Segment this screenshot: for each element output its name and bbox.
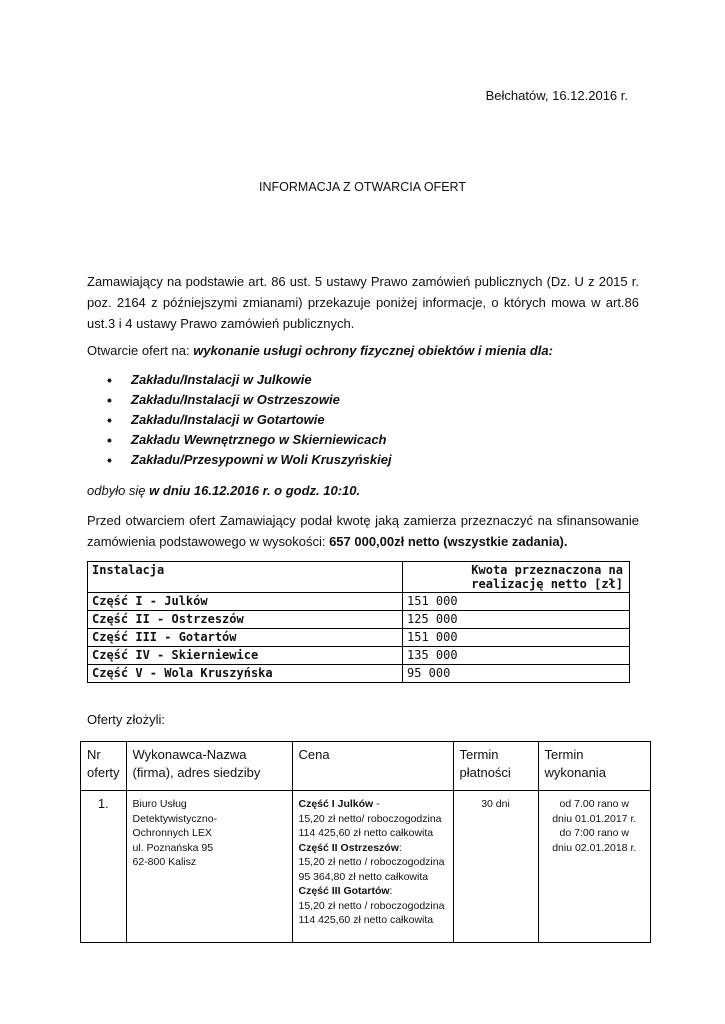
offer-price: [292, 791, 453, 943]
budget-row-value: 151 000: [403, 593, 630, 611]
opening-subject: wykonanie usługi ochrony fizycznej obiektów i mienia dla:: [193, 343, 553, 358]
budget-table: [87, 561, 630, 683]
budget-row-name: Część III - Gotartów: [88, 629, 403, 647]
price-total: 114 425,60 zł netto całkowita: [298, 914, 434, 926]
intro-paragraph: Zamawiający na podstawie art. 86 ust. 5 ustawy Prawo zamówień publicznych (Dz. U z 2015 r. poz. 2164 z późniejszymi zmianami) przekazuje poniżej informacje, o których mowa w art.86 ust.3 i 4 ustawy Prawo zamówień publicznych.: [87, 274, 639, 331]
facility-list: [107, 370, 392, 470]
budget-row-name: Część V - Wola Kruszyńska: [88, 665, 403, 683]
table-row: [88, 665, 630, 683]
price-part-heading: [299, 841, 447, 856]
facility-item: • Zakładu Wewnętrznego w Skierniewicach: [107, 430, 392, 450]
opening-held-prefix: odbyło się: [87, 483, 150, 498]
opening-held-when: w dniu 16.12.2016 r. o godz. 10:10.: [149, 483, 361, 498]
table-row: [88, 629, 630, 647]
price-part-suffix: :: [398, 841, 402, 854]
budget-row-name: Część IV - Skierniewice: [88, 647, 403, 665]
facility-item: • Zakładu/Instalacji w Ostrzeszowie: [107, 390, 392, 410]
price-total: 114 425,60 zł netto całkowita: [298, 827, 434, 839]
price-rate: 15,20 zł netto / roboczogodzina: [298, 856, 445, 868]
offer-execution: [538, 791, 651, 943]
facility-item: • Zakładu/Instalacji w Gotartowie: [107, 410, 392, 430]
offers-header-payment: Termin płatności: [453, 742, 538, 791]
price-part-name: Część I Julków: [298, 798, 374, 810]
budget-row-value: 151 000: [403, 629, 630, 647]
budget-row-name: Część I - Julków: [88, 593, 403, 611]
document-date: Bełchatów, 16.12.2016 r.: [485, 88, 628, 103]
table-row: [81, 791, 651, 943]
facility-item: • Zakładu/Przesypowni w Woli Kruszyńskiej: [107, 450, 392, 470]
contractor-line: Detektywistyczno-: [132, 812, 218, 825]
price-part-heading: [299, 797, 447, 812]
price-rate: 15,20 zł netto/ roboczogodzina: [298, 812, 442, 825]
table-row: [88, 593, 630, 611]
offer-contractor: [126, 791, 292, 943]
offers-label: Oferty złożyli:: [87, 712, 166, 727]
budget-amount: 657 000,00zł netto (wszystkie zadania).: [329, 534, 568, 549]
price-part-name: Część III Gotartów: [298, 885, 390, 897]
offers-header-execution: Termin wykonania: [538, 742, 651, 791]
budget-row-value: 95 000: [403, 665, 630, 683]
price-part-name: Część II Ostrzeszów: [298, 841, 399, 854]
opening-prefix: Otwarcie ofert na:: [87, 343, 194, 358]
offers-table: [80, 741, 651, 943]
opening-subject-line: [87, 340, 639, 361]
offers-header-price: Cena: [292, 742, 453, 791]
execution-line: do 7:00 rano w: [559, 827, 629, 839]
contractor-line: ul. Poznańska 95: [132, 841, 214, 854]
table-row: [88, 647, 630, 665]
offer-nr: 1.: [81, 791, 127, 943]
execution-line: dniu 02.01.2018 r.: [552, 841, 637, 854]
contractor-line: Ochronnych LEX: [132, 827, 212, 839]
table-row: [88, 611, 630, 629]
budget-row-name: Część II - Ostrzeszów: [88, 611, 403, 629]
price-total: 95 364,80 zł netto całkowita: [298, 870, 429, 883]
price-part-suffix: :: [389, 885, 393, 897]
offers-header-nr: Nr oferty: [81, 742, 127, 791]
opening-time-line: [87, 480, 639, 501]
budget-header-installation: Instalacja: [88, 562, 403, 593]
budget-row-value: 125 000: [403, 611, 630, 629]
facility-item: • Zakładu/Instalacji w Julkowie: [107, 370, 392, 390]
budget-header-amount: Kwota przeznaczona na realizację netto [zł]: [403, 562, 630, 593]
document-title: INFORMACJA Z OTWARCIA OFERT: [259, 180, 466, 194]
contractor-line: Biuro Usług: [132, 798, 187, 810]
price-rate: 15,20 zł netto / roboczogodzina: [298, 899, 445, 912]
budget-text: Przed otwarciem ofert Zamawiający podał kwotę jaką zamierza przeznaczyć na sfinansowanie zamówienia podstawowego w wysokości:: [87, 513, 639, 549]
offer-payment: 30 dni: [453, 791, 538, 943]
budget-paragraph: [87, 510, 639, 552]
offers-header-contractor: Wykonawca-Nazwa (firma), adres siedziby: [126, 742, 292, 791]
execution-line: od 7.00 rano w: [559, 798, 629, 810]
offers-table-header: [81, 742, 651, 791]
price-part-suffix: -: [373, 798, 380, 810]
budget-row-value: 135 000: [403, 647, 630, 665]
contractor-line: 62-800 Kalisz: [132, 856, 197, 868]
execution-line: dniu 01.01.2017 r.: [552, 812, 637, 825]
budget-table-header: [88, 562, 630, 593]
price-part-heading: [299, 884, 447, 899]
